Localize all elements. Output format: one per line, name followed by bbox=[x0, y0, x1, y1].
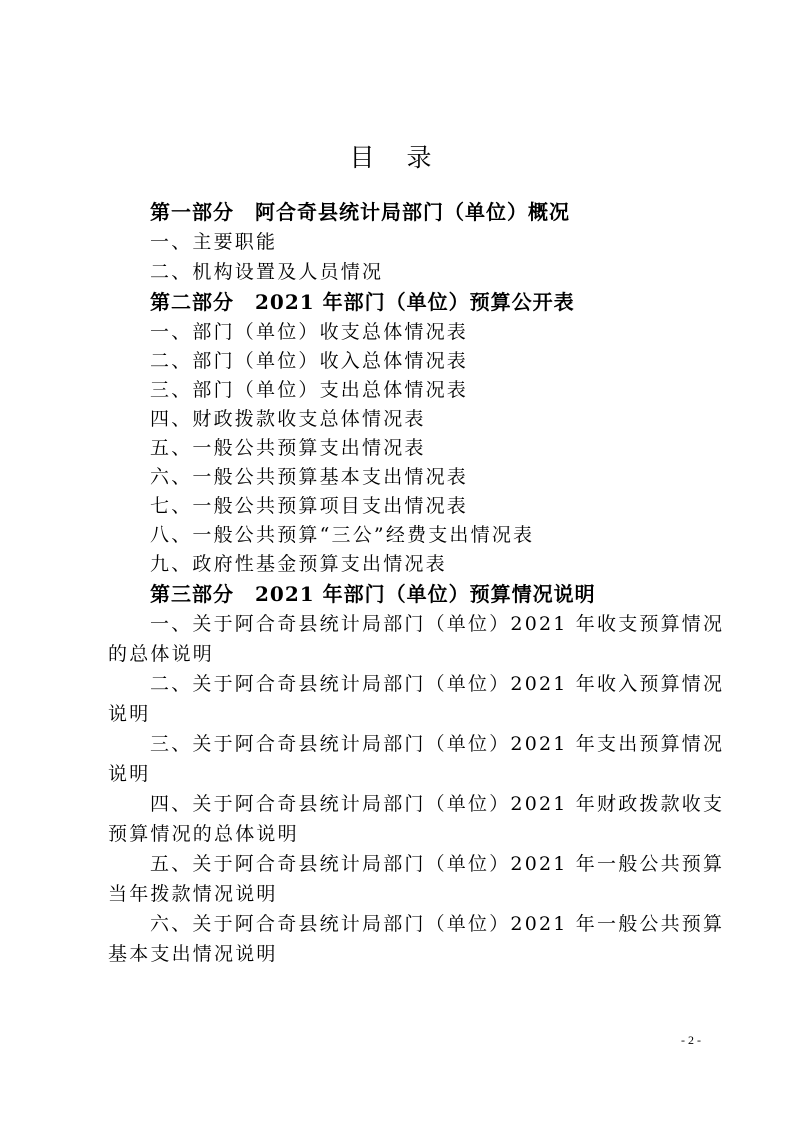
toc-item-continuation: 说明 bbox=[108, 763, 151, 785]
toc-item: 三、部门（单位）支出总体情况表 bbox=[150, 379, 469, 401]
toc-item: 四、关于阿合奇县统计局部门（单位）2021 年财政拨款收支 bbox=[150, 793, 725, 815]
part2-heading: 第二部分 2021 年部门（单位）预算公开表 bbox=[150, 290, 575, 314]
toc-item-continuation: 基本支出情况说明 bbox=[108, 943, 278, 965]
toc-item: 二、关于阿合奇县统计局部门（单位）2021 年收入预算情况 bbox=[150, 673, 725, 695]
toc-item: 九、政府性基金预算支出情况表 bbox=[150, 553, 447, 575]
toc-item-continuation: 的总体说明 bbox=[108, 643, 215, 665]
part1-heading: 第一部分 阿合奇县统计局部门（单位）概况 bbox=[150, 200, 570, 224]
page-number: - 2 - bbox=[681, 1033, 701, 1047]
toc-item: 八、一般公共预算“三公”经费支出情况表 bbox=[150, 524, 535, 546]
toc-item: 六、关于阿合奇县统计局部门（单位）2021 年一般公共预算 bbox=[150, 913, 725, 935]
toc-item: 二、部门（单位）收入总体情况表 bbox=[150, 350, 469, 372]
toc-item: 二、机构设置及人员情况 bbox=[150, 261, 384, 283]
toc-item: 七、一般公共预算项目支出情况表 bbox=[150, 495, 469, 517]
page-title: 目 录 bbox=[349, 143, 444, 172]
toc-item-continuation: 说明 bbox=[108, 703, 151, 725]
toc-item: 六、一般公共预算基本支出情况表 bbox=[150, 466, 469, 488]
toc-item: 五、一般公共预算支出情况表 bbox=[150, 437, 426, 459]
toc-item: 五、关于阿合奇县统计局部门（单位）2021 年一般公共预算 bbox=[150, 853, 725, 875]
toc-item: 四、财政拨款收支总体情况表 bbox=[150, 408, 426, 430]
toc-item-continuation: 预算情况的总体说明 bbox=[108, 823, 299, 845]
toc-item: 一、主要职能 bbox=[150, 231, 278, 253]
toc-item-continuation: 当年拨款情况说明 bbox=[108, 883, 278, 905]
toc-item: 一、部门（单位）收支总体情况表 bbox=[150, 321, 469, 343]
toc-item: 三、关于阿合奇县统计局部门（单位）2021 年支出预算情况 bbox=[150, 733, 725, 755]
toc-item: 一、关于阿合奇县统计局部门（单位）2021 年收支预算情况 bbox=[150, 613, 725, 635]
part3-heading: 第三部分 2021 年部门（单位）预算情况说明 bbox=[150, 582, 596, 606]
